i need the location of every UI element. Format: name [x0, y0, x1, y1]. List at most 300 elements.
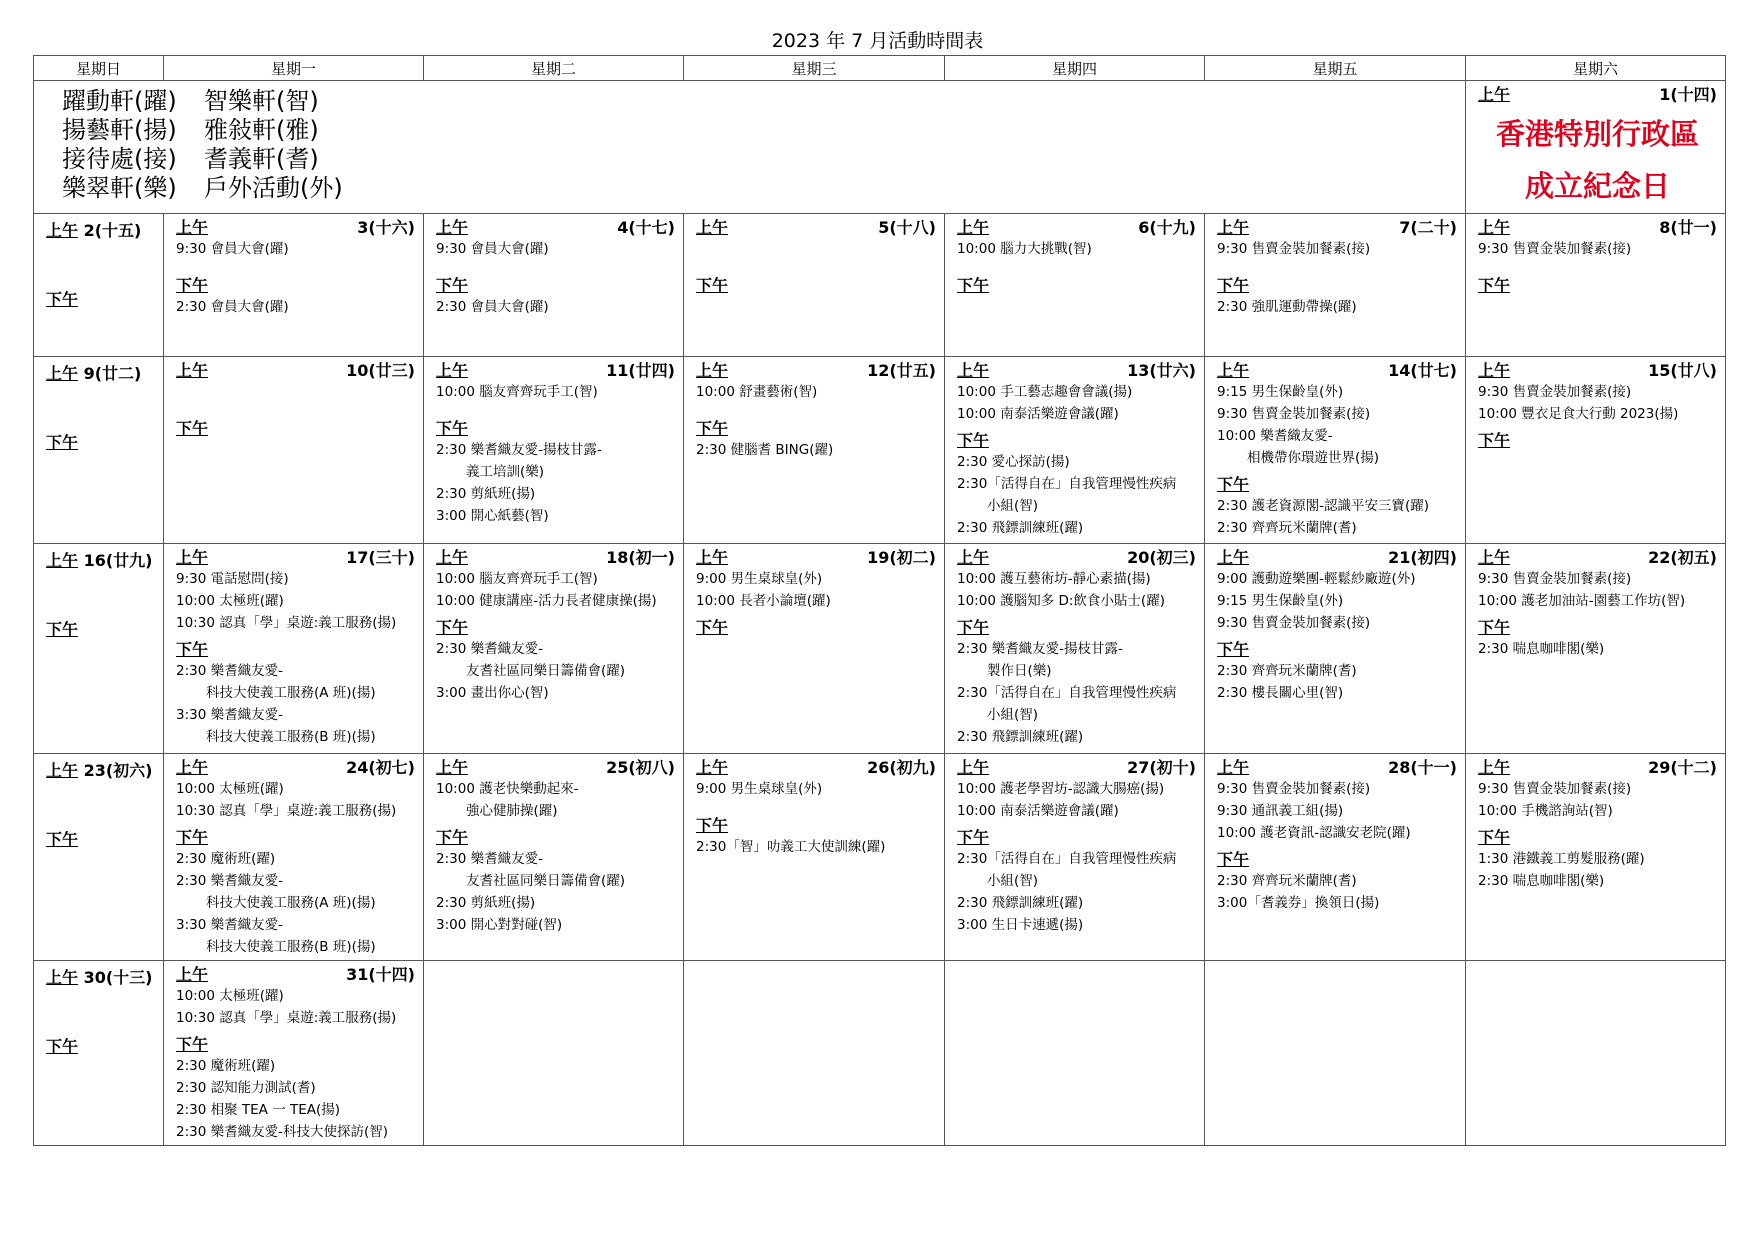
am-label: 上午 — [696, 218, 729, 237]
sunday-head — [46, 361, 155, 384]
day-number: 4(十七) — [617, 218, 675, 237]
pm-head — [176, 276, 415, 296]
day-cell — [164, 544, 424, 754]
event-item: 1:30 港鐵義工剪髮服務(躍) — [1478, 851, 1645, 867]
day-cell — [1466, 357, 1726, 544]
event-item: 2:30「活得自在」自我管理慢性疾病 — [957, 851, 1177, 867]
event-item: 友耆社區同樂日籌備會(躍) — [466, 663, 626, 679]
day-cell — [945, 214, 1205, 357]
day-head — [696, 361, 936, 381]
day-content — [1205, 214, 1465, 320]
pm-label: 下午 — [46, 830, 79, 849]
day-content — [164, 754, 423, 960]
day-content — [1466, 544, 1725, 662]
event-item: 3:00 生日卡速遞(揚) — [957, 917, 1084, 933]
day-cell — [34, 214, 164, 357]
day-content — [945, 357, 1204, 541]
day-number: 3(十六) — [357, 218, 415, 237]
day-head — [1478, 218, 1717, 238]
day-content — [34, 961, 163, 1059]
day-head — [957, 548, 1196, 568]
event-item: 10:30 認真「學」桌遊:義工服務(揚) — [176, 803, 397, 819]
am-label: 上午 — [176, 965, 209, 984]
am-label: 上午 — [1217, 361, 1250, 380]
am-label: 上午 — [436, 758, 469, 777]
am-label: 上午 — [46, 968, 79, 987]
day-content — [1466, 754, 1725, 894]
event-item: 2:30「智」叻義工大使訓練(躍) — [696, 839, 886, 855]
am-label: 上午 — [696, 548, 729, 567]
day-head — [1478, 758, 1717, 778]
event-item: 相機帶你環遊世界(揚) — [1247, 450, 1380, 466]
day-content — [424, 357, 683, 529]
am-label: 上午 — [1217, 758, 1250, 777]
pm-head — [1217, 640, 1457, 660]
day-head — [696, 548, 936, 568]
event-item: 小組(智) — [987, 498, 1039, 514]
am-label: 上午 — [1478, 361, 1511, 380]
event-item: 2:30「活得自在」自我管理慢性疾病 — [957, 476, 1177, 492]
day-number: 23(初六) — [78, 761, 153, 780]
pm-head — [1217, 475, 1457, 495]
day-number: 28(十一) — [1388, 758, 1457, 777]
am-label: 上午 — [1478, 548, 1511, 567]
pm-label: 下午 — [957, 431, 990, 450]
am-label: 上午 — [957, 548, 990, 567]
pm-label: 下午 — [46, 290, 79, 309]
day-head — [436, 218, 675, 238]
event-item: 9:15 男生保齡皇(外) — [1217, 384, 1344, 400]
day-content — [34, 754, 163, 852]
event-item: 2:30 魔術班(躍) — [176, 1058, 276, 1074]
event-item: 2:30 飛鏢訓練班(躍) — [957, 895, 1084, 911]
day-number: 18(初一) — [606, 548, 675, 567]
day-number: 30(十三) — [78, 968, 153, 987]
day-content — [684, 214, 944, 298]
am-label: 上午 — [176, 758, 209, 777]
day-content — [1466, 214, 1725, 298]
day-cell — [164, 961, 424, 1146]
pm-head — [436, 828, 675, 848]
event-item: 2:30 剪紙班(揚) — [436, 486, 536, 502]
day-head — [436, 758, 675, 778]
am-label: 上午 — [957, 218, 990, 237]
legend-item: 智樂軒(智) — [204, 87, 319, 115]
day-number: 16(廿九) — [78, 551, 153, 570]
pm-label: 下午 — [1478, 431, 1511, 450]
event-item: 9:30 售賣金裝加餐素(接) — [1217, 781, 1371, 797]
event-item: 10:30 認真「學」桌遊:義工服務(揚) — [176, 615, 397, 631]
day-number: 9(廿二) — [78, 364, 142, 383]
event-item: 3:00 畫出你心(智) — [436, 685, 549, 701]
weekday-wed: 星期三 — [684, 56, 945, 81]
event-item: 2:30 飛鏢訓練班(躍) — [957, 520, 1084, 536]
week-row — [34, 214, 1726, 357]
day-cell — [424, 544, 684, 754]
day-head — [957, 218, 1196, 238]
pm-label: 下午 — [1217, 276, 1250, 295]
day-cell — [424, 357, 684, 544]
am-label: 上午 — [46, 551, 79, 570]
day-number: 25(初八) — [606, 758, 675, 777]
event-item: 2:30「活得自在」自我管理慢性疾病 — [957, 685, 1177, 701]
day-cell — [34, 544, 164, 754]
event-item: 9:15 男生保齡皇(外) — [1217, 593, 1344, 609]
event-item: 9:00 男生桌球皇(外) — [696, 781, 823, 797]
event-item: 10:00 手機諮詢站(智) — [1478, 803, 1613, 819]
event-item: 10:00 護腦知多 D:飲食小貼士(躍) — [957, 593, 1165, 609]
event-item: 3:00 開心紙藝(智) — [436, 508, 549, 524]
event-item: 科技大使義工服務(B 班)(揚) — [206, 939, 376, 955]
day-cell — [1205, 357, 1466, 544]
calendar-table — [33, 55, 1726, 1146]
legend-row — [34, 81, 1726, 214]
event-item: 2:30 會員大會(躍) — [176, 299, 289, 315]
pm-head — [1217, 850, 1457, 870]
event-item: 10:00 樂耆織友愛- — [1217, 428, 1333, 444]
pm-head — [957, 618, 1196, 638]
day-number: 10(廿三) — [346, 361, 415, 380]
event-item: 2:30 剪紙班(揚) — [436, 895, 536, 911]
pm-head — [696, 618, 936, 638]
day-cell — [1466, 754, 1726, 961]
day-number: 1(十四) — [1659, 85, 1717, 104]
event-item: 2:30 健腦耆 BING(躍) — [696, 442, 834, 458]
event-item: 10:00 豐衣足食大行動 2023(揚) — [1478, 406, 1679, 422]
sunday-pm — [46, 617, 155, 640]
event-item: 3:00「耆義券」換領日(揚) — [1217, 895, 1380, 911]
day-cell — [945, 544, 1205, 754]
day-cell — [684, 544, 945, 754]
day-content — [684, 544, 944, 640]
event-item: 科技大使義工服務(A 班)(揚) — [206, 685, 376, 701]
legend-item: 躍動軒(躍) — [62, 87, 177, 115]
holiday-name: 香港特別行政區 — [1495, 117, 1699, 151]
pm-head — [1478, 618, 1717, 638]
legend-item: 樂翠軒(樂) — [62, 174, 177, 202]
pm-head — [957, 828, 1196, 848]
event-item: 10:00 護老學習坊-認識大腸癌(揚) — [957, 781, 1165, 797]
event-item: 9:00 男生桌球皇(外) — [696, 571, 823, 587]
day-head — [1217, 548, 1457, 568]
pm-label: 下午 — [1478, 828, 1511, 847]
page-title: 2023 年 7 月活動時間表 — [771, 30, 984, 52]
day-head — [696, 758, 936, 778]
pm-label: 下午 — [696, 276, 729, 295]
event-item: 9:30 售賣金裝加餐素(接) — [1478, 384, 1632, 400]
event-item: 10:00 太極班(躍) — [176, 593, 284, 609]
event-item: 2:30 樂耆織友愛- — [436, 641, 543, 657]
day-head — [176, 965, 415, 985]
event-item: 10:00 護老資訊-認識安老院(躍) — [1217, 825, 1411, 841]
am-label: 上午 — [1217, 218, 1250, 237]
pm-head — [1478, 276, 1717, 296]
pm-label: 下午 — [957, 276, 990, 295]
event-item: 9:00 護動遊樂團-輕鬆紗廠遊(外) — [1217, 571, 1416, 587]
day-content — [164, 544, 423, 750]
weekday-fri: 星期五 — [1205, 56, 1466, 81]
day-content — [34, 214, 163, 312]
day-number: 2(十五) — [78, 221, 142, 240]
day-number: 6(十九) — [1138, 218, 1196, 237]
event-item: 2:30 樂耆織友愛-揚枝甘露- — [957, 641, 1123, 657]
event-item: 10:00 手工藝志趣會會議(揚) — [957, 384, 1133, 400]
sunday-pm — [46, 287, 155, 310]
day-number: 12(廿五) — [867, 361, 936, 380]
pm-label: 下午 — [176, 640, 209, 659]
day-content — [164, 961, 423, 1145]
day-cell — [684, 961, 945, 1146]
event-item: 10:00 舒畫藝術(智) — [696, 384, 818, 400]
day-head — [1478, 548, 1717, 568]
legend-item: 揚藝軒(揚) — [62, 116, 177, 144]
day-number: 29(十二) — [1648, 758, 1717, 777]
pm-label: 下午 — [1217, 850, 1250, 869]
pm-label: 下午 — [46, 1037, 79, 1056]
day-content — [1205, 754, 1465, 916]
day-content — [684, 357, 944, 463]
event-item: 強心健肺操(躍) — [466, 803, 558, 819]
event-item: 10:00 太極班(躍) — [176, 781, 284, 797]
am-label: 上午 — [436, 361, 469, 380]
day-number: 15(廿八) — [1648, 361, 1717, 380]
day-number: 20(初三) — [1127, 548, 1196, 567]
event-item: 2:30 樂耆織友愛- — [436, 851, 543, 867]
sunday-head — [46, 218, 155, 241]
am-label: 上午 — [1478, 758, 1511, 777]
day-cell — [1205, 961, 1466, 1146]
event-item: 2:30 護老資源閣-認識平安三寶(躍) — [1217, 498, 1430, 514]
event-item: 2:30 樓長關心里(智) — [1217, 685, 1344, 701]
pm-label: 下午 — [46, 620, 79, 639]
event-item: 科技大使義工服務(B 班)(揚) — [206, 729, 376, 745]
day-head — [696, 218, 936, 238]
day-cell — [945, 357, 1205, 544]
weekday-tue: 星期二 — [424, 56, 684, 81]
pm-head — [176, 419, 415, 439]
day-cell — [684, 357, 945, 544]
day-head — [1217, 218, 1457, 238]
pm-label: 下午 — [436, 276, 469, 295]
day-cell — [1205, 754, 1466, 961]
event-item: 9:30 售賣金裝加餐素(接) — [1217, 615, 1371, 631]
pm-label: 下午 — [436, 828, 469, 847]
event-item: 10:00 健康講座-活力長者健康操(揚) — [436, 593, 657, 609]
day-head — [436, 361, 675, 381]
day-number: 22(初五) — [1648, 548, 1717, 567]
event-item: 9:30 售賣金裝加餐素(接) — [1478, 571, 1632, 587]
am-label: 上午 — [1478, 85, 1511, 104]
pm-label: 下午 — [1478, 618, 1511, 637]
weekday-sat: 星期六 — [1466, 56, 1726, 81]
pm-label: 下午 — [46, 433, 79, 452]
pm-label: 下午 — [436, 419, 469, 438]
am-label: 上午 — [176, 361, 209, 380]
am-label: 上午 — [176, 218, 209, 237]
week-row — [34, 544, 1726, 754]
event-item: 2:30 喘息咖啡閣(樂) — [1478, 873, 1605, 889]
pm-head — [176, 828, 415, 848]
legend-item: 雅敍軒(雅) — [204, 116, 319, 144]
pm-label: 下午 — [957, 828, 990, 847]
day-number: 31(十四) — [346, 965, 415, 984]
am-label: 上午 — [1217, 548, 1250, 567]
am-label: 上午 — [46, 364, 79, 383]
day-cell — [424, 214, 684, 357]
day-content — [164, 214, 423, 320]
pm-label: 下午 — [1217, 640, 1250, 659]
event-item: 2:30 強肌運動帶操(躍) — [1217, 299, 1357, 315]
event-item: 9:30 會員大會(躍) — [436, 241, 549, 257]
day-cell — [1205, 544, 1466, 754]
day-content — [945, 544, 1204, 750]
day-cell — [424, 961, 684, 1146]
weekday-thu: 星期四 — [945, 56, 1205, 81]
event-item: 2:30 樂耆織友愛-揚枝甘露- — [436, 442, 602, 458]
venue-legend — [34, 81, 1465, 203]
event-item: 10:00 南泰活樂遊會議(躍) — [957, 406, 1119, 422]
day-number: 21(初四) — [1388, 548, 1457, 567]
am-label: 上午 — [176, 548, 209, 567]
week-row — [34, 754, 1726, 961]
day-head — [957, 361, 1196, 381]
event-item: 2:30 樂耆織友愛-科技大使探訪(智) — [176, 1124, 389, 1140]
event-item: 10:00 腦友齊齊玩手工(智) — [436, 384, 598, 400]
event-item: 10:00 護互藝術坊-靜心素描(揚) — [957, 571, 1151, 587]
day-number: 5(十八) — [878, 218, 936, 237]
day-cell — [1466, 214, 1726, 357]
day-number: 7(二十) — [1399, 218, 1457, 237]
weekday-mon: 星期一 — [164, 56, 424, 81]
pm-head — [436, 419, 675, 439]
event-item: 9:30 電話慰問(接) — [176, 571, 289, 587]
day-content — [34, 544, 163, 642]
event-item: 10:00 腦友齊齊玩手工(智) — [436, 571, 598, 587]
event-item: 10:00 腦力大挑戰(智) — [957, 241, 1092, 257]
day-cell — [424, 754, 684, 961]
event-item: 製作日(樂) — [987, 663, 1052, 679]
pm-label: 下午 — [696, 816, 729, 835]
pm-head — [176, 1035, 415, 1055]
event-item: 小組(智) — [987, 707, 1039, 723]
event-item: 9:30 售賣金裝加餐素(接) — [1478, 781, 1632, 797]
day-head — [436, 548, 675, 568]
week-row — [34, 357, 1726, 544]
holiday-name-2: 成立紀念日 — [1524, 169, 1670, 203]
am-label: 上午 — [957, 361, 990, 380]
pm-head — [1478, 828, 1717, 848]
day-content — [945, 214, 1204, 298]
day-head — [176, 361, 415, 381]
pm-label: 下午 — [176, 419, 209, 438]
event-item: 3:30 樂耆織友愛- — [176, 707, 283, 723]
day-cell — [34, 357, 164, 544]
day-number: 24(初七) — [346, 758, 415, 777]
day-cell — [684, 754, 945, 961]
event-item: 10:30 認真「學」桌遊:義工服務(揚) — [176, 1010, 397, 1026]
event-item: 2:30 樂耆織友愛- — [176, 873, 283, 889]
event-item: 2:30 齊齊玩米蘭牌(耆) — [1217, 520, 1357, 536]
event-item: 2:30 喘息咖啡閣(樂) — [1478, 641, 1605, 657]
event-item: 義工培訓(樂) — [466, 464, 545, 480]
day-content — [1205, 544, 1465, 706]
day-number: 13(廿六) — [1127, 361, 1196, 380]
event-item: 2:30 愛心探訪(揚) — [957, 454, 1070, 470]
day-head — [1217, 758, 1457, 778]
day-number: 8(廿一) — [1659, 218, 1717, 237]
event-item: 10:00 太極班(躍) — [176, 988, 284, 1004]
day-head — [1217, 361, 1457, 381]
day-cell — [34, 961, 164, 1146]
day-head — [1478, 361, 1717, 381]
weekday-sun: 星期日 — [34, 56, 164, 81]
event-item: 10:00 南泰活樂遊會議(躍) — [957, 803, 1119, 819]
pm-head — [436, 276, 675, 296]
day-content — [424, 214, 683, 320]
am-label: 上午 — [957, 758, 990, 777]
week-row — [34, 961, 1726, 1146]
pm-head — [957, 431, 1196, 451]
sunday-head — [46, 758, 155, 781]
event-item: 2:30 魔術班(躍) — [176, 851, 276, 867]
event-item: 2:30 會員大會(躍) — [436, 299, 549, 315]
day-head — [176, 548, 415, 568]
am-label: 上午 — [46, 221, 79, 240]
legend-item: 耆義軒(耆) — [204, 145, 319, 173]
day-number: 19(初二) — [867, 548, 936, 567]
event-item: 3:30 樂耆織友愛- — [176, 917, 283, 933]
pm-label: 下午 — [1478, 276, 1511, 295]
sunday-head — [46, 548, 155, 571]
am-label: 上午 — [46, 761, 79, 780]
day-content — [424, 754, 683, 938]
day-cell — [684, 214, 945, 357]
pm-head — [176, 640, 415, 660]
pm-label: 下午 — [176, 1035, 209, 1054]
day-number: 14(廿七) — [1388, 361, 1457, 380]
am-label: 上午 — [436, 548, 469, 567]
event-item: 10:00 護老加油站-園藝工作坊(智) — [1478, 593, 1686, 609]
pm-label: 下午 — [1217, 475, 1250, 494]
am-label: 上午 — [1478, 218, 1511, 237]
pm-head — [436, 618, 675, 638]
weekday-header-row — [34, 56, 1726, 81]
day-cell — [1205, 214, 1466, 357]
day-cell — [164, 357, 424, 544]
day-number: 27(初十) — [1127, 758, 1196, 777]
event-item: 10:00 護老快樂動起來- — [436, 781, 579, 797]
day-number: 11(廿四) — [606, 361, 675, 380]
event-item: 3:00 開心對對碰(智) — [436, 917, 563, 933]
sunday-head — [46, 965, 155, 988]
sunday-pm — [46, 827, 155, 850]
pm-label: 下午 — [957, 618, 990, 637]
event-item: 2:30 樂耆織友愛- — [176, 663, 283, 679]
event-item: 2:30 齊齊玩米蘭牌(耆) — [1217, 663, 1357, 679]
day-cell — [1466, 544, 1726, 754]
event-item: 9:30 會員大會(躍) — [176, 241, 289, 257]
pm-label: 下午 — [176, 276, 209, 295]
day-cell — [945, 754, 1205, 961]
day-cell — [34, 754, 164, 961]
event-item: 2:30 飛鏢訓練班(躍) — [957, 729, 1084, 745]
event-item: 10:00 長者小論壇(躍) — [696, 593, 831, 609]
legend-item: 戶外活動(外) — [204, 174, 343, 202]
am-label: 上午 — [696, 361, 729, 380]
pm-label: 下午 — [436, 618, 469, 637]
pm-head — [696, 419, 936, 439]
pm-label: 下午 — [696, 419, 729, 438]
